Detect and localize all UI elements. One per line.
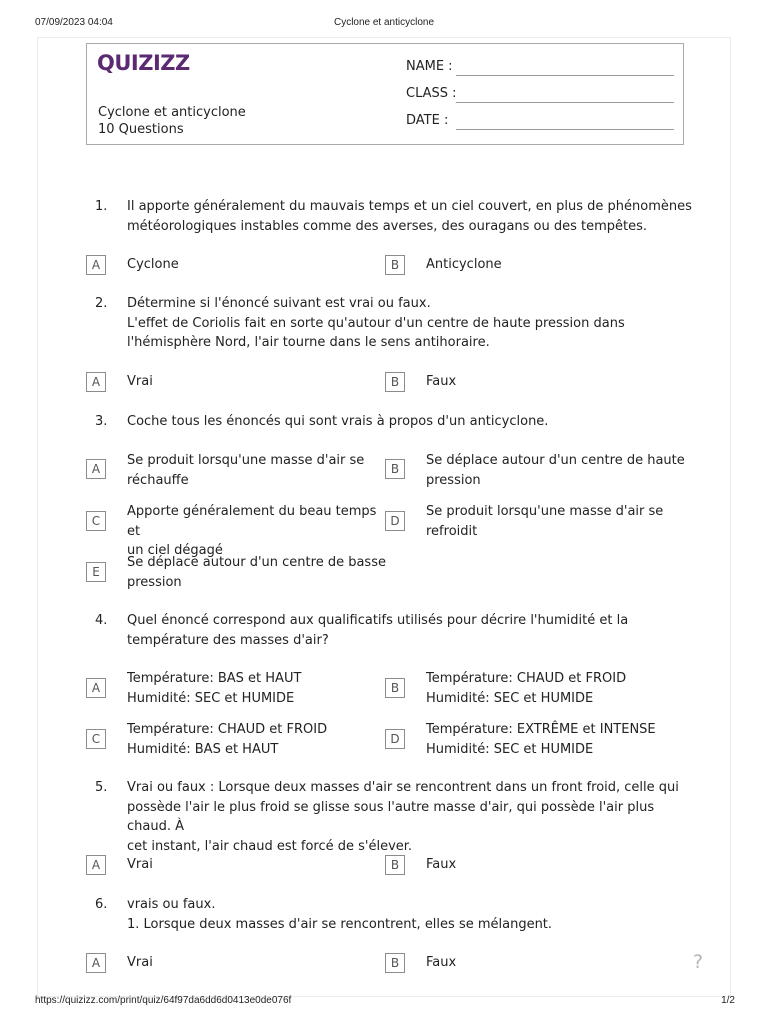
option-line: refroidit	[426, 523, 478, 539]
option-d-text[interactable]	[426, 720, 686, 759]
option-c-box[interactable]: C	[86, 511, 106, 531]
question-number: 3.	[95, 414, 108, 429]
help-icon[interactable]: ?	[693, 951, 704, 973]
option-line: Température: CHAUD et FROID	[127, 722, 328, 737]
question-number: 4.	[95, 613, 108, 628]
option-b-box[interactable]: B	[385, 255, 405, 275]
option-b-box[interactable]: B	[385, 953, 405, 973]
option-line: Anticyclone	[426, 257, 502, 272]
option-c-text[interactable]	[127, 720, 387, 759]
option-line: Température: CHAUD et FROID	[426, 671, 627, 686]
option-d-box[interactable]: D	[385, 511, 405, 531]
name-label: NAME :	[406, 59, 453, 74]
option-line: Température: EXTRÊME et INTENSE	[426, 722, 656, 737]
question-line: température des masses d'air?	[127, 632, 329, 648]
question-number: 6.	[95, 897, 108, 912]
date-line[interactable]	[456, 129, 674, 130]
question-line: Coche tous les énoncés qui sont vrais à propos d'un anticyclone.	[127, 414, 549, 429]
option-b-text[interactable]	[426, 255, 686, 275]
option-a-box[interactable]: A	[86, 855, 106, 875]
option-line: pression	[127, 574, 182, 590]
print-datetime: 07/09/2023 04:04	[35, 17, 113, 28]
question-line: 1. Lorsque deux masses d'air se rencontrent, elles se mélangent.	[127, 916, 553, 932]
question-line: Quel énoncé correspond aux qualificatifs utilisés pour décrire l'humidité et la	[127, 613, 629, 628]
option-a-text[interactable]	[127, 855, 387, 875]
option-line: Apporte généralement du beau temps et	[127, 504, 377, 539]
question-line: cet instant, l'air chaud est forcé de s'élever.	[127, 838, 413, 854]
question-line: Vrai ou faux : Lorsque deux masses d'air se rencontrent dans un front froid, celle qui	[127, 780, 679, 795]
option-b-box[interactable]: B	[385, 678, 405, 698]
question-text	[127, 895, 692, 934]
print-header	[0, 17, 768, 31]
question-text	[127, 197, 692, 236]
option-a-text[interactable]	[127, 953, 387, 973]
question-line: Détermine si l'énoncé suivant est vrai ou faux.	[127, 296, 431, 311]
quiz-title: Cyclone et anticyclone	[98, 105, 246, 120]
option-line: Humidité: SEC et HUMIDE	[426, 741, 594, 757]
option-line: Faux	[426, 857, 457, 872]
question-line: L'effet de Coriolis fait en sorte qu'autour d'un centre de haute pression dans	[127, 315, 625, 331]
option-a-text[interactable]	[127, 451, 387, 490]
option-line: Humidité: SEC et HUMIDE	[127, 690, 295, 706]
option-b-box[interactable]: B	[385, 855, 405, 875]
option-b-text[interactable]	[426, 372, 686, 392]
option-line: Faux	[426, 955, 457, 970]
option-a-text[interactable]	[127, 255, 387, 275]
option-d-text[interactable]	[426, 502, 686, 541]
option-line: Cyclone	[127, 257, 179, 272]
option-b-text[interactable]	[426, 669, 686, 708]
option-line: Se produit lorsqu'une masse d'air se	[426, 504, 664, 519]
class-field[interactable]	[406, 86, 674, 104]
question-text	[127, 778, 692, 856]
option-line: Vrai	[127, 955, 153, 970]
question-line: l'hémisphère Nord, l'air tourne dans le sens antihoraire.	[127, 335, 490, 350]
option-line: Se déplace autour d'un centre de basse	[127, 555, 386, 570]
name-line[interactable]	[456, 75, 674, 76]
print-footer	[0, 995, 768, 1009]
question-text	[127, 412, 692, 432]
option-e-text[interactable]	[127, 553, 387, 592]
option-line: Humidité: SEC et HUMIDE	[426, 690, 594, 706]
question-text	[127, 611, 692, 650]
option-line: Faux	[426, 374, 457, 389]
print-title: Cyclone et anticyclone	[333, 17, 435, 28]
question-number: 5.	[95, 780, 108, 795]
option-line: un ciel dégagé	[127, 543, 223, 558]
option-line: Vrai	[127, 374, 153, 389]
option-a-box[interactable]: A	[86, 459, 106, 479]
option-b-box[interactable]: B	[385, 459, 405, 479]
option-line: Vrai	[127, 857, 153, 872]
question-count: 10 Questions	[98, 122, 184, 137]
option-line: Se produit lorsqu'une masse d'air se	[127, 453, 365, 468]
quiz-header	[86, 43, 684, 145]
date-label: DATE :	[406, 113, 449, 128]
option-c-box[interactable]: C	[86, 729, 106, 749]
option-line: réchauffe	[127, 472, 189, 488]
question-number: 1.	[95, 199, 108, 214]
option-b-text[interactable]	[426, 855, 686, 875]
class-line[interactable]	[456, 102, 674, 103]
option-a-box[interactable]: A	[86, 678, 106, 698]
option-line: pression	[426, 472, 481, 488]
question-text	[127, 294, 692, 353]
name-field[interactable]	[406, 59, 674, 77]
option-e-box[interactable]: E	[86, 562, 106, 582]
option-b-text[interactable]	[426, 451, 686, 490]
question-line: possède l'air le plus froid se glisse sous l'autre masse d'air, qui possède l'air plus chaud. À	[127, 799, 655, 834]
question-line: vrais ou faux.	[127, 897, 216, 912]
option-a-box[interactable]: A	[86, 953, 106, 973]
class-label: CLASS :	[406, 86, 457, 101]
option-b-box[interactable]: B	[385, 372, 405, 392]
print-page-number: 1/2	[721, 995, 735, 1006]
question-number: 2.	[95, 296, 108, 311]
quizizz-logo: QUIZIZZ	[97, 51, 190, 75]
question-line: météorologiques instables comme des averses, des ouragans ou des tempêtes.	[127, 218, 648, 234]
option-line: Se déplace autour d'un centre de haute	[426, 453, 685, 468]
date-field[interactable]	[406, 113, 674, 131]
option-c-text[interactable]	[127, 502, 387, 561]
option-a-box[interactable]: A	[86, 255, 106, 275]
option-a-text[interactable]	[127, 669, 387, 708]
option-line: Humidité: BAS et HAUT	[127, 741, 279, 757]
option-d-box[interactable]: D	[385, 729, 405, 749]
question-line: Il apporte généralement du mauvais temps et un ciel couvert, en plus de phénomènes	[127, 199, 692, 214]
print-url[interactable]: https://quizizz.com/print/quiz/64f97da6dd6d0413e0de076f	[35, 995, 292, 1006]
option-a-box[interactable]: A	[86, 372, 106, 392]
option-b-text[interactable]	[426, 953, 686, 973]
option-line: Température: BAS et HAUT	[127, 671, 302, 686]
option-a-text[interactable]	[127, 372, 387, 392]
